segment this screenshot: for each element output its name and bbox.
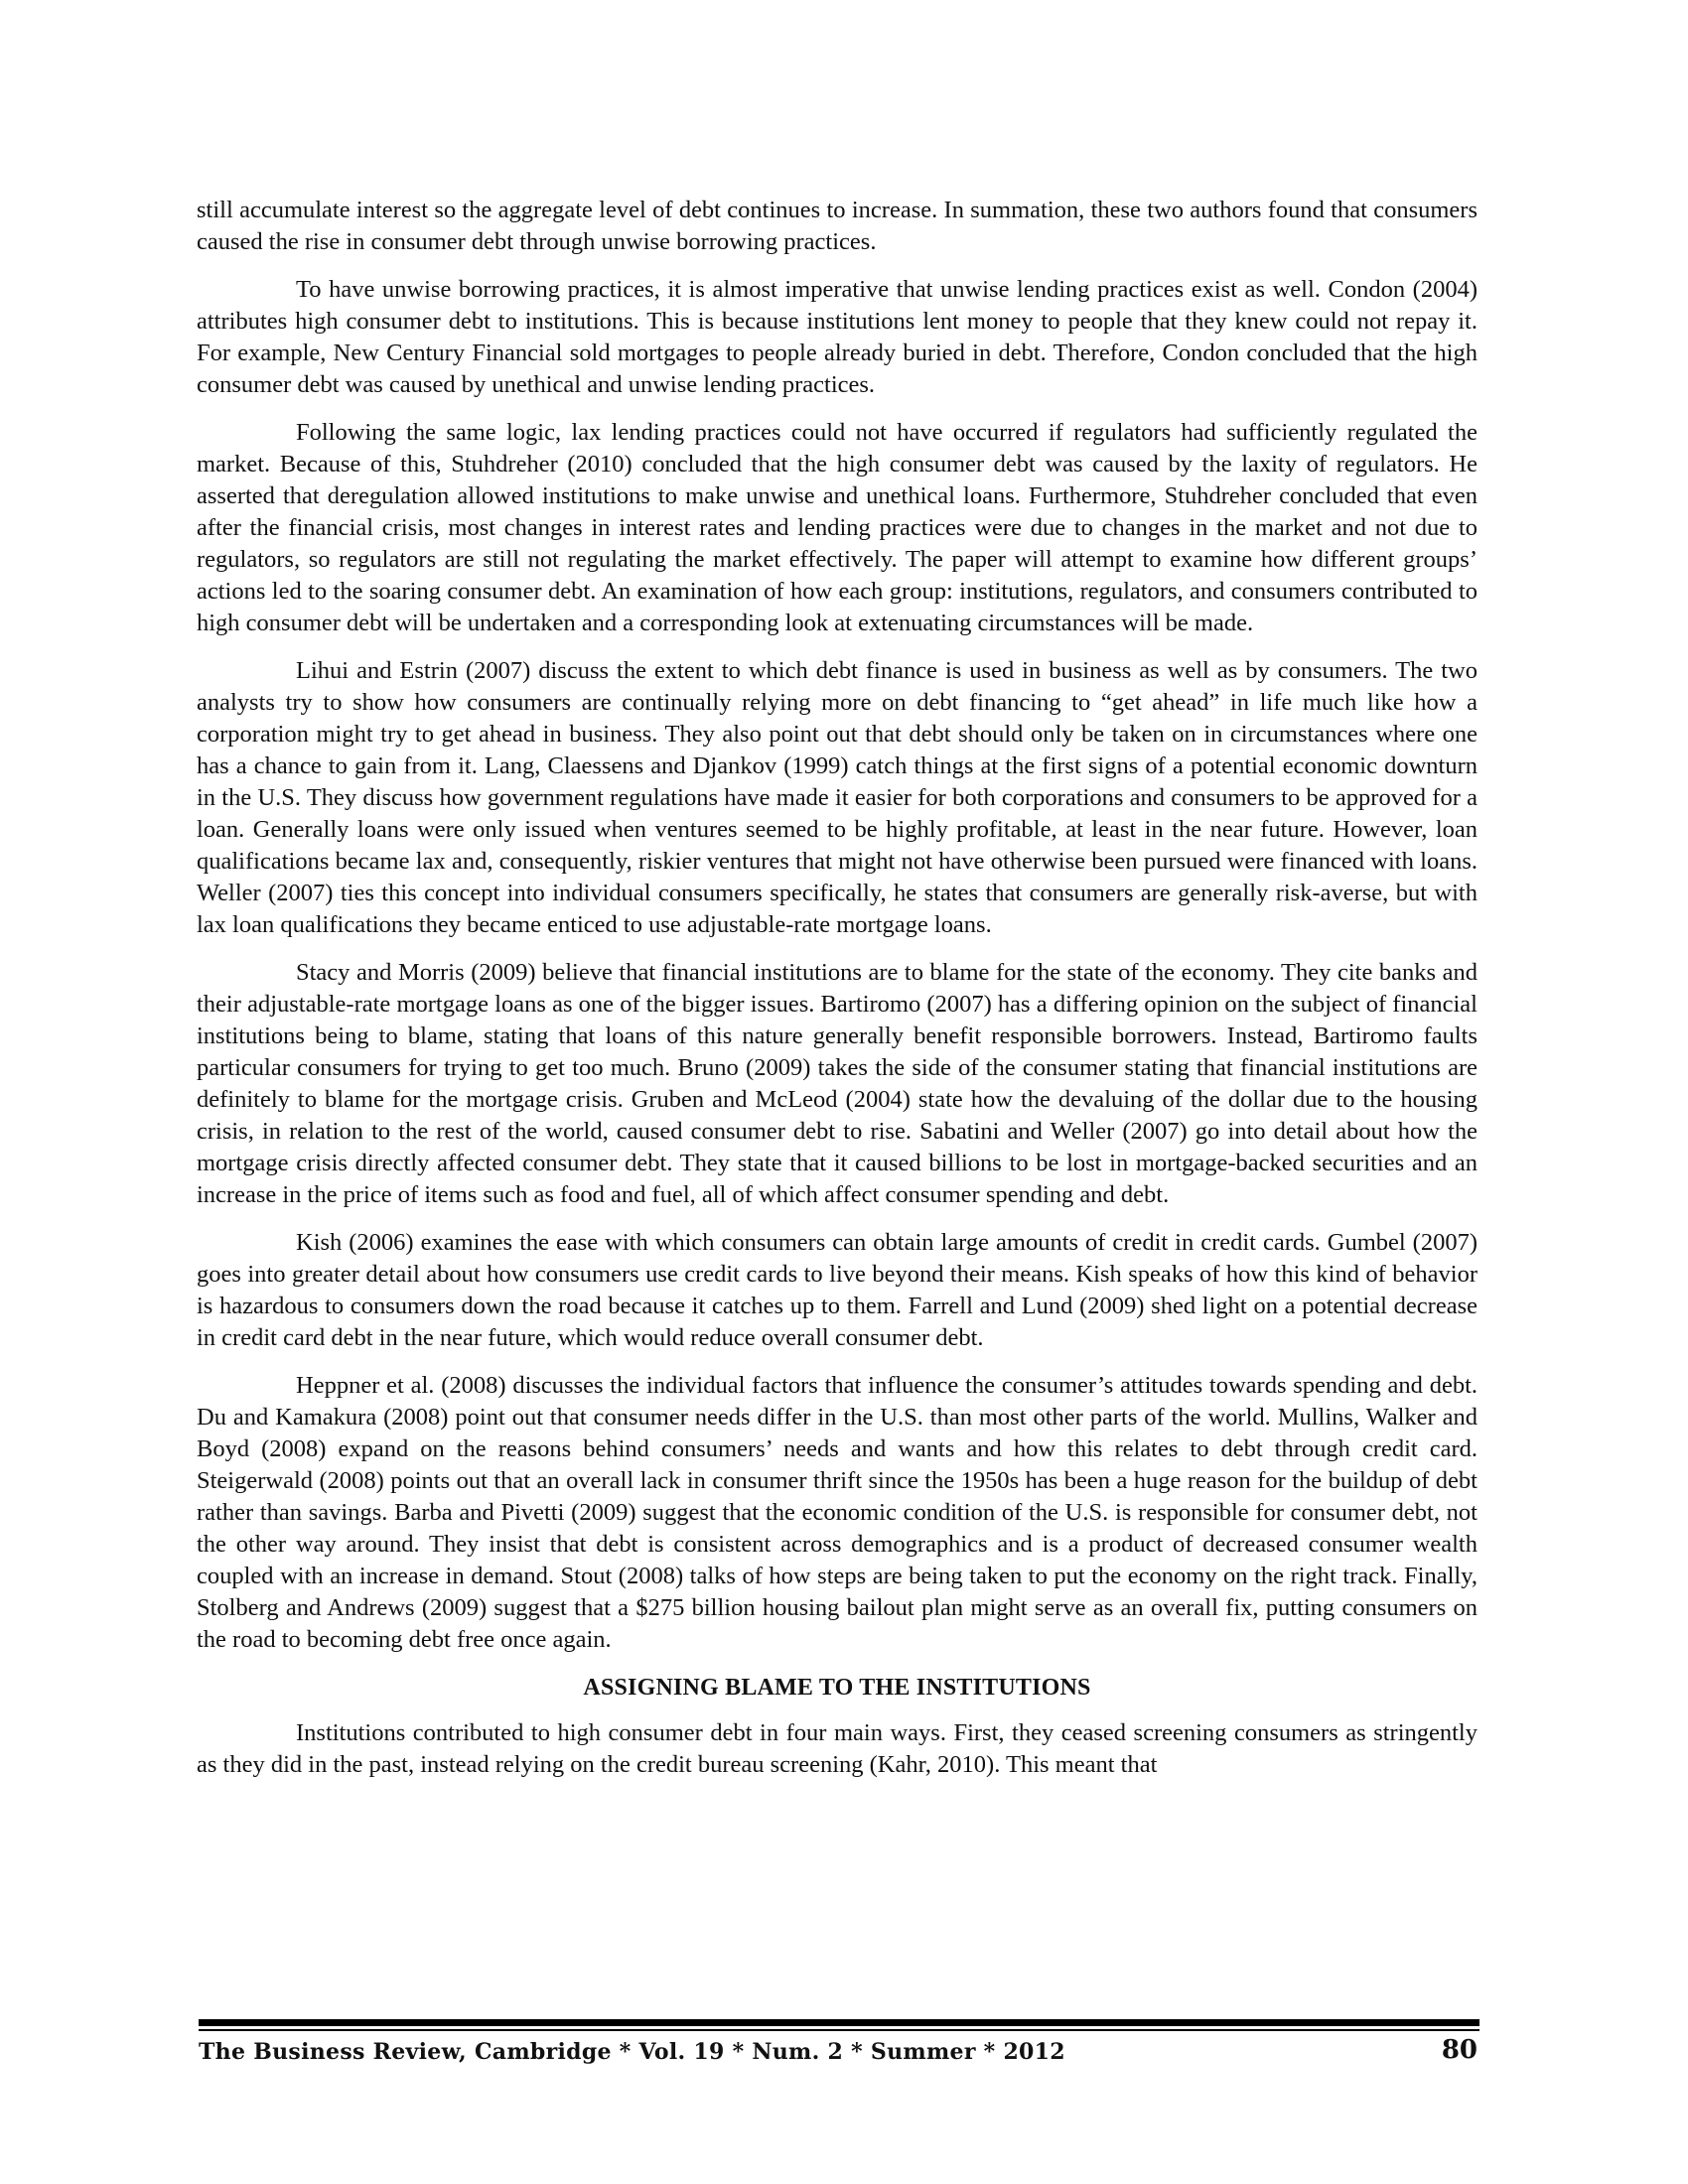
footer-divider	[199, 2019, 1479, 2031]
page-number: 80	[1441, 2035, 1477, 2065]
paragraph-institutions: Institutions contributed to high consumer debt in four main ways. First, they ceased screening consumers as stringently as they did in the past, instead relying on the credit bureau screening (Kahr, 2010). This meant that	[197, 1719, 1477, 1778]
paragraph-regulators: Following the same logic, lax lending practices could not have occurred if regulators had sufficiently regulated the market. Because of this, Stuhdreher (2010) concluded that the high consumer debt was caused by the laxity of regulators. He asserted that deregulation allowed institutions to make unwise and unethical loans. Furthermore, Stuhdreher concluded that even after the financial crisis, most changes in interest rates and lending practices were due to changes in the market and not due to regulators, so regulators are still not regulating the market effectively. The paper will attempt to examine how different groups’ actions led to the soaring consumer debt. An examination of how each group: institutions, regulators, and consumers contributed to high consumer debt will be undertaken and a corresponding look at extenuating circumstances will be made.	[197, 419, 1477, 636]
footer-journal-citation: The Business Review, Cambridge * Vol. 19 * Num. 2 * Summer * 2012	[199, 2039, 1065, 2065]
footer-rule-thin	[199, 2029, 1479, 2031]
paragraph-stacy-morris: Stacy and Morris (2009) believe that financial institutions are to blame for the state of the economy. They cite banks and their adjustable-rate mortgage loans as one of the bigger issues. Bartiromo (2007) has a differing opinion on the subject of financial institutions being to blame, stating that loans of this nature generally benefit responsible borrowers. Instead, Bartiromo faults particular consumers for trying to get too much. Bruno (2009) takes the side of the consumer stating that financial institutions are definitely to blame for the mortgage crisis. Gruben and McLeod (2004) state how the devaluing of the dollar due to the housing crisis, in relation to the rest of the world, caused consumer debt to rise. Sabatini and Weller (2007) go into detail about how the mortgage crisis directly affected consumer debt. They state that it caused billions to be lost in mortgage-backed securities and an increase in the price of items such as food and fuel, all of which affect consumer spending and debt.	[197, 959, 1477, 1208]
paragraph-continuation: still accumulate interest so the aggregate level of debt continues to increase. In summation, these two authors found that consumers caused the rise in consumer debt through unwise borrowing practices.	[197, 197, 1477, 255]
footer-rule-thick	[199, 2019, 1479, 2026]
paragraph-heppner: Heppner et al. (2008) discusses the individual factors that influence the consumer’s attitudes towards spending and debt. Du and Kamakura (2008) point out that consumer needs differ in the U.S. than most other parts of the world. Mullins, Walker and Boyd (2008) expand on the reasons behind consumers’ needs and wants and how this relates to debt through credit card. Steigerwald (2008) points out that an overall lack in consumer thrift since the 1950s has been a huge reason for the buildup of debt rather than savings. Barba and Pivetti (2009) suggest that the economic condition of the U.S. is responsible for consumer debt, not the other way around. They insist that debt is consistent across demographics and is a product of decreased consumer wealth coupled with an increase in demand. Stout (2008) talks of how steps are being taken to put the economy on the right track. Finally, Stolberg and Andrews (2009) suggest that a $275 billion housing bailout plan might serve as an overall fix, putting consumers on the road to becoming debt free once again.	[197, 1372, 1477, 1653]
section-heading: ASSIGNING BLAME TO THE INSTITUTIONS	[583, 1675, 1091, 1701]
paragraph-kish: Kish (2006) examines the ease with which consumers can obtain large amounts of credit in credit cards. Gumbel (2007) goes into greater detail about how consumers use credit cards to live beyond their means. Kish speaks of how this kind of behavior is hazardous to consumers down the road because it catches up to them. Farrell and Lund (2009) shed light on a potential decrease in credit card debt in the near future, which would reduce overall consumer debt.	[197, 1229, 1477, 1351]
body-text	[197, 195, 1477, 1797]
paragraph-condon: To have unwise borrowing practices, it is almost imperative that unwise lending practices exist as well. Condon (2004) attributes high consumer debt to institutions. This is because institutions lent money to people that they knew could not repay it. For example, New Century Financial sold mortgages to people already buried in debt. Therefore, Condon concluded that the high consumer debt was caused by unethical and unwise lending practices.	[197, 276, 1477, 398]
paragraph-lihui-estrin: Lihui and Estrin (2007) discuss the extent to which debt finance is used in business as well as by consumers. The two analysts try to show how consumers are continually relying more on debt financing to “get ahead” in life much like how a corporation might try to get ahead in business. They also point out that debt should only be taken on in circumstances where one has a chance to gain from it. Lang, Claessens and Djankov (1999) catch things at the first signs of a potential economic downturn in the U.S. They discuss how government regulations have made it easier for both corporations and consumers to be approved for a loan. Generally loans were only issued when ventures seemed to be highly profitable, at least in the near future. However, loan qualifications became lax and, consequently, riskier ventures that might not have otherwise been pursued were financed with loans. Weller (2007) ties this concept into individual consumers specifically, he states that consumers are generally risk-averse, but with lax loan qualifications they became enticed to use adjustable-rate mortgage loans.	[197, 657, 1477, 938]
